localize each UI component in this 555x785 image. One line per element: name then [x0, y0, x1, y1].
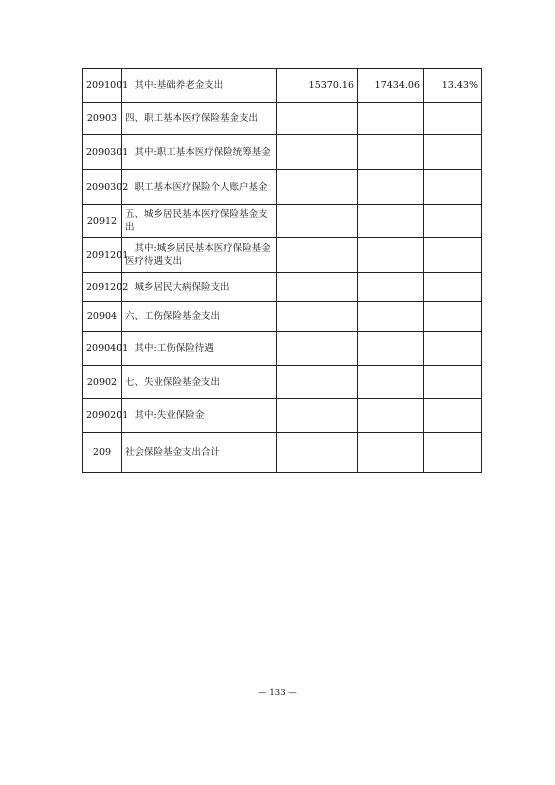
row-value-3 — [424, 433, 482, 473]
row-name: 五、城乡居民基本医疗保险基金支出 — [122, 205, 277, 238]
row-value-1 — [277, 273, 358, 302]
row-code: 2091202 — [83, 273, 122, 302]
row-value-1 — [277, 135, 358, 170]
row-code: 20904 — [83, 302, 122, 332]
table-row — [83, 433, 482, 473]
row-value-1: 15370.16 — [277, 69, 358, 103]
row-value-1 — [277, 205, 358, 238]
row-value-2 — [358, 273, 424, 302]
row-value-2 — [358, 238, 424, 273]
table-row — [83, 103, 482, 135]
row-name: 其中:基础养老金支出 — [122, 69, 277, 103]
row-name: 其中:工伤保险待遇 — [122, 332, 277, 366]
row-value-3 — [424, 170, 482, 205]
row-value-2 — [358, 205, 424, 238]
row-value-3 — [424, 205, 482, 238]
row-code: 2091001 — [83, 69, 122, 103]
row-code: 2090302 — [83, 170, 122, 205]
row-value-2 — [358, 135, 424, 170]
row-value-3 — [424, 135, 482, 170]
row-name: 社会保险基金支出合计 — [122, 433, 277, 473]
row-value-3 — [424, 302, 482, 332]
row-value-3 — [424, 366, 482, 399]
row-value-1 — [277, 170, 358, 205]
row-value-1 — [277, 238, 358, 273]
social-insurance-expenditure-table — [82, 68, 482, 473]
row-name: 六、工伤保险基金支出 — [122, 302, 277, 332]
row-value-3 — [424, 273, 482, 302]
table-row — [83, 170, 482, 205]
table-row — [83, 273, 482, 302]
table-row — [83, 399, 482, 433]
row-name: 四、职工基本医疗保险基金支出 — [122, 103, 277, 135]
row-value-1 — [277, 302, 358, 332]
row-value-3 — [424, 103, 482, 135]
row-code: 209 — [83, 433, 122, 473]
row-value-2 — [358, 103, 424, 135]
row-code: 20902 — [83, 366, 122, 399]
row-name: 其中:城乡居民基本医疗保险基金医疗待遇支出 — [122, 238, 277, 273]
page-number: — 133 — — [258, 688, 297, 698]
table-row — [83, 302, 482, 332]
row-value-2 — [358, 433, 424, 473]
row-name: 其中:失业保险金 — [122, 399, 277, 433]
table-row — [83, 135, 482, 170]
row-value-1 — [277, 332, 358, 366]
row-name: 七、失业保险基金支出 — [122, 366, 277, 399]
row-value-2 — [358, 302, 424, 332]
row-value-2: 17434.06 — [358, 69, 424, 103]
row-name: 城乡居民大病保险支出 — [122, 273, 277, 302]
row-code: 20912 — [83, 205, 122, 238]
row-code: 2090301 — [83, 135, 122, 170]
row-code: 2090401 — [83, 332, 122, 366]
row-code: 2091201 — [83, 238, 122, 273]
row-value-3: 13.43% — [424, 69, 482, 103]
row-value-1 — [277, 366, 358, 399]
row-value-2 — [358, 332, 424, 366]
row-value-1 — [277, 433, 358, 473]
table-row — [83, 238, 482, 273]
row-value-3 — [424, 332, 482, 366]
row-value-1 — [277, 399, 358, 433]
row-value-3 — [424, 399, 482, 433]
table-row — [83, 366, 482, 399]
row-code: 20903 — [83, 103, 122, 135]
row-value-1 — [277, 103, 358, 135]
row-name: 职工基本医疗保险个人账户基金 — [122, 170, 277, 205]
row-value-2 — [358, 366, 424, 399]
row-value-3 — [424, 238, 482, 273]
row-name: 其中:职工基本医疗保险统筹基金 — [122, 135, 277, 170]
row-code: 2090201 — [83, 399, 122, 433]
table-row — [83, 69, 482, 103]
table-row — [83, 332, 482, 366]
table-row — [83, 205, 482, 238]
row-value-2 — [358, 399, 424, 433]
row-value-2 — [358, 170, 424, 205]
